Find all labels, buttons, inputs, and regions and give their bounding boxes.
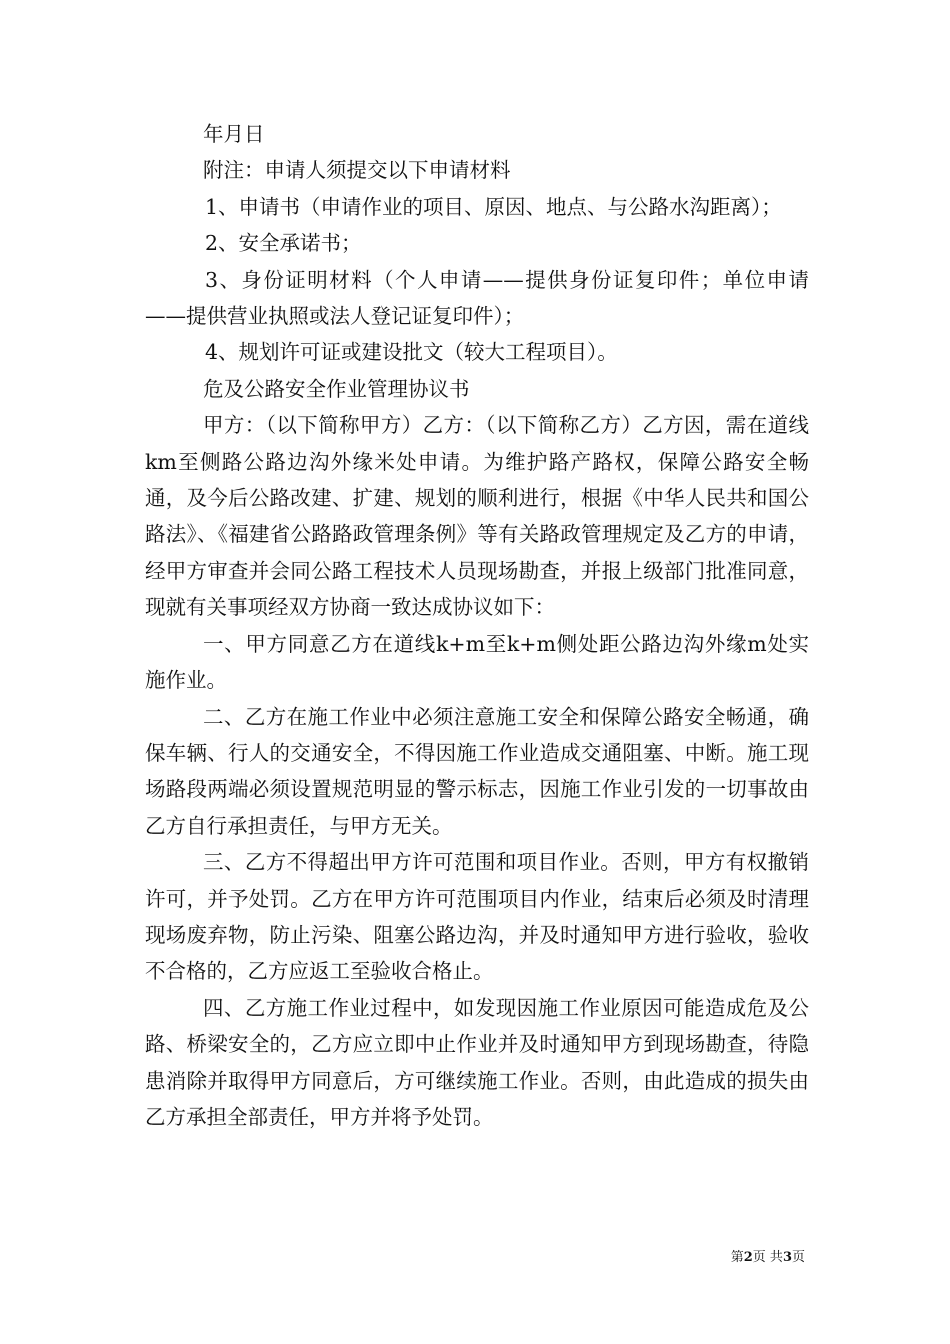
note-heading: 附注：申请人须提交以下申请材料: [203, 158, 511, 183]
clause-2: 二、乙方在施工作业中必须注意施工安全和保障公路安全畅通，确保车辆、行人的交通安全，不得因施工作业造成交通阻塞、中断。施工现场路段两端必须设置规范明显的警示标志，因施工作业引发的一切事故由乙方自行承担责任，与甲方无关。: [145, 704, 809, 838]
agreement-preamble: 甲方：（以下简称甲方）乙方：（以下简称乙方）乙方因，需在道线km至侧路公路边沟外缘米处申请。为维护路产路权，保障公路安全畅通，及今后公路改建、扩建、规划的顺利进行，根据《中华人民共和国公路法》、《福建省公路路政管理条例》等有关路政管理规定及乙方的申请，经甲方审查并会同公路工程技术人员现场勘查，并报上级部门批准同意，现就有关事项经双方协商一致达成协议如下：: [145, 413, 809, 620]
document-body: [145, 116, 809, 1135]
footer-suffix: 页: [791, 1250, 805, 1265]
footer-prefix: 第: [730, 1250, 744, 1265]
material-item-3: 3、身份证明材料（个人申请——提供身份证复印件；单位申请——提供营业执照或法人登记证复印件）；: [145, 267, 809, 329]
material-item-1: 1、申请书（申请作业的项目、原因、地点、与公路水沟距离）；: [205, 194, 782, 219]
material-item-4: 4、规划许可证或建设批文（较大工程项目）。: [205, 340, 618, 365]
agreement-title: 危及公路安全作业管理协议书: [203, 376, 470, 401]
clause-3: 三、乙方不得超出甲方许可范围和项目作业。否则，甲方有权撤销许可，并予处罚。乙方在甲方许可范围项目内作业，结束后必须及时清理现场废弃物，防止污染、阻塞公路边沟，并及时通知甲方进行验收，验收不合格的，乙方应返工至验收合格止。: [145, 850, 809, 984]
footer-middle: 页 共: [752, 1250, 783, 1265]
page-total: 3: [782, 1250, 792, 1265]
clause-1: 一、甲方同意乙方在道线k+m至k+m侧处距公路边沟外缘m处实施作业。: [145, 631, 809, 693]
page-number: 2: [743, 1250, 753, 1265]
material-item-2: 2、安全承诺书；: [205, 231, 362, 256]
date-line: 年月日: [203, 122, 265, 146]
page-footer: [731, 1246, 805, 1265]
clause-4: 四、乙方施工作业过程中，如发现因施工作业原因可能造成危及公路、桥梁安全的，乙方应立即中止作业并及时通知甲方到现场勘查，待隐患消除并取得甲方同意后，方可继续施工作业。否则，由此造成的损失由乙方承担全部责任，甲方并将予处罚。: [145, 995, 809, 1129]
